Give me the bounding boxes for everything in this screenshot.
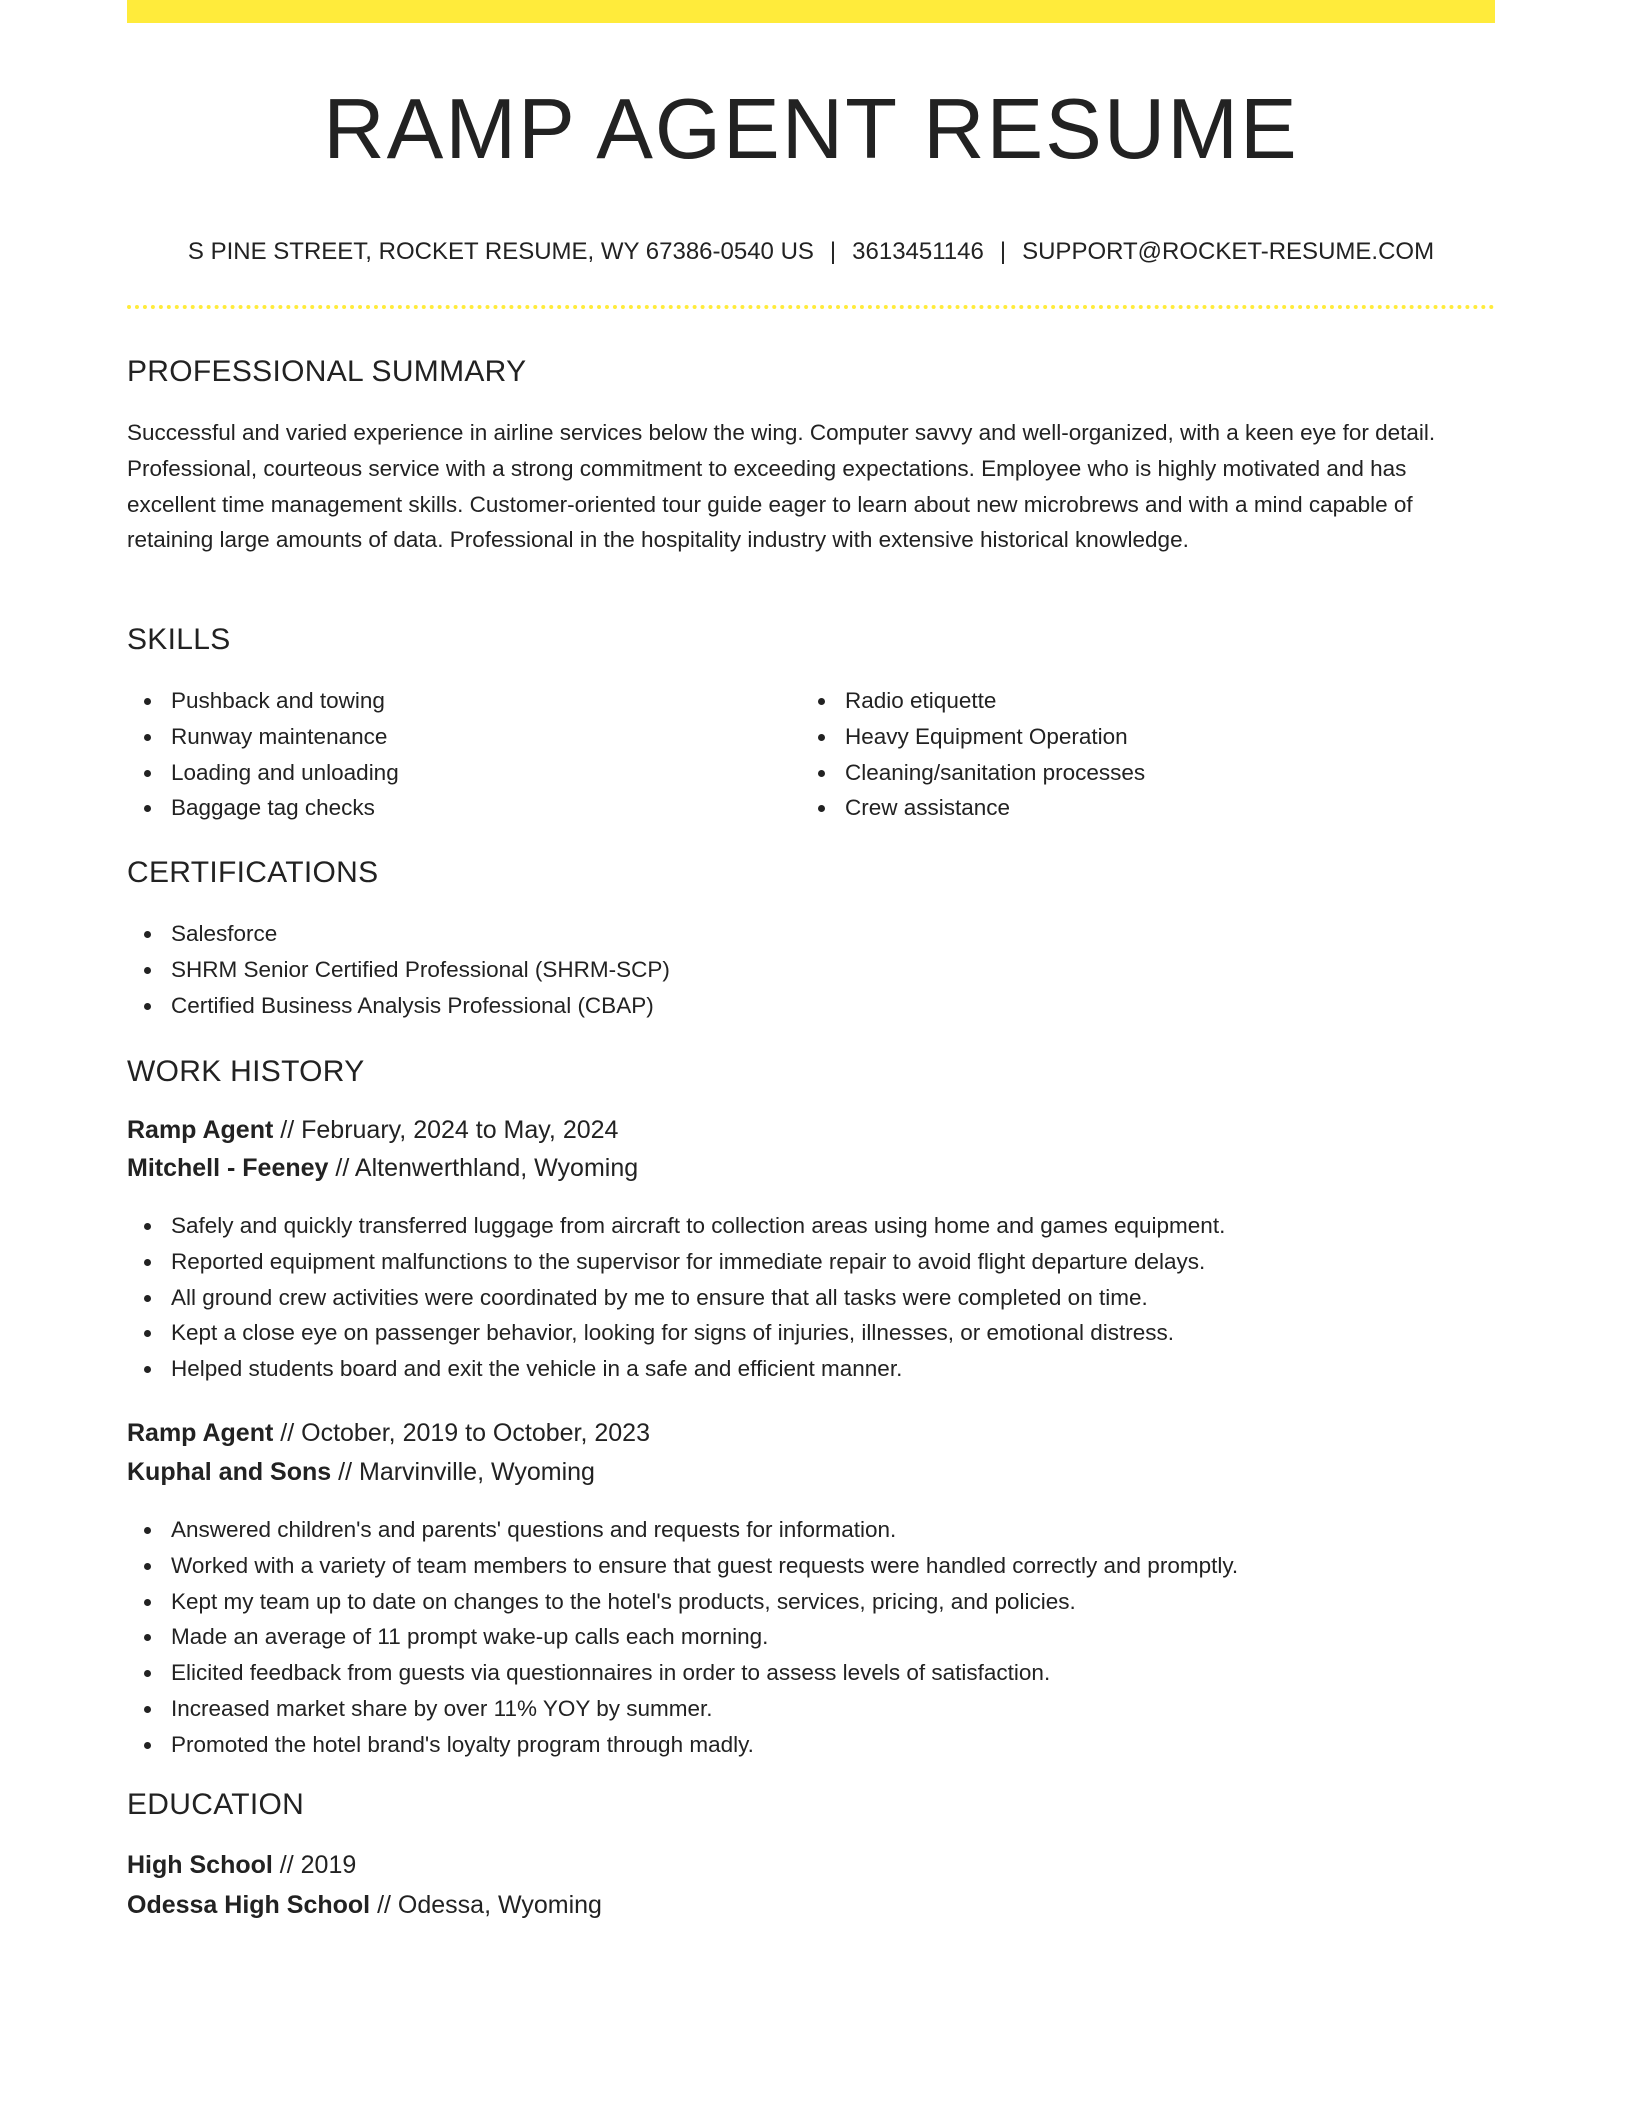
top-accent-bar — [127, 0, 1495, 23]
job-duty-item: Elicited feedback from guests via questionnaires in order to assess levels of satisfaction. — [127, 1655, 1495, 1691]
job-duties-list — [127, 1512, 1495, 1763]
certification-item: Salesforce — [127, 916, 1495, 952]
skill-item: Loading and unloading — [127, 755, 787, 791]
contact-address: S PINE STREET, ROCKET RESUME, WY 67386-0540 US — [187, 238, 814, 265]
contact-email[interactable]: SUPPORT@ROCKET-RESUME.COM — [1022, 238, 1435, 265]
job-company-line — [127, 1150, 638, 1186]
education-school-line — [127, 1887, 602, 1923]
job-location: Marvinville, Wyoming — [359, 1458, 595, 1486]
job-duty-item: Safely and quickly transferred luggage from aircraft to collection areas using home and games equipment. — [127, 1208, 1495, 1244]
skill-item: Baggage tag checks — [127, 790, 787, 826]
job-duty-item: Increased market share by over 11% YOY by summer. — [127, 1691, 1495, 1727]
job-duty-item: All ground crew activities were coordinated by me to ensure that all tasks were completed on time. — [127, 1280, 1495, 1316]
delimiter: // — [335, 1154, 350, 1182]
work-history-heading: WORK HISTORY — [127, 1055, 365, 1088]
skill-item: Crew assistance — [801, 790, 1461, 826]
job-duty-item: Worked with a variety of team members to ensure that guest requests were handled correctly and promptly. — [127, 1548, 1495, 1584]
job-company: Mitchell - Feeney — [127, 1154, 329, 1182]
summary-text: Successful and varied experience in airline services below the wing. Computer savvy and well-organized, with a keen eye for detail. Professional, courteous service with a strong commitment to exceeding expectations. Employee who is highly motivated and has excellent time management skills. Customer-oriented tour guide eager to learn about new microbrews and with a mind capable of retaining large amounts of data. Professional in the hospitality industry with extensive historical knowledge. — [127, 420, 1436, 553]
job-location: Altenwerthland, Wyoming — [354, 1154, 639, 1182]
delimiter: // — [280, 1419, 295, 1447]
education-degree: High School — [127, 1851, 273, 1879]
job-duty-item: Answered children's and parents' questions and requests for information. — [127, 1512, 1495, 1548]
job-company-line — [127, 1454, 595, 1490]
job-title-line — [127, 1415, 650, 1451]
skill-item: Heavy Equipment Operation — [801, 719, 1461, 755]
contact-separator: | — [999, 238, 1007, 265]
job-duty-item: Made an average of 11 prompt wake-up calls each morning. — [127, 1619, 1495, 1655]
skill-item: Radio etiquette — [801, 683, 1461, 719]
contact-line — [127, 236, 1495, 268]
education-location: Odessa, Wyoming — [397, 1891, 602, 1919]
job-dates: October, 2019 to October, 2023 — [301, 1419, 650, 1447]
job-title-line — [127, 1112, 618, 1148]
job-duty-item: Kept my team up to date on changes to the hotel's products, services, pricing, and policies. — [127, 1584, 1495, 1620]
certification-item: Certified Business Analysis Professional (CBAP) — [127, 988, 1495, 1024]
job-duty-item: Reported equipment malfunctions to the supervisor for immediate repair to avoid flight departure delays. — [127, 1244, 1495, 1280]
skills-heading: SKILLS — [127, 623, 231, 656]
education-year: 2019 — [300, 1851, 357, 1879]
delimiter: // — [279, 1851, 294, 1879]
dotted-divider — [127, 305, 1495, 309]
education-heading: EDUCATION — [127, 1788, 305, 1821]
delimiter: // — [338, 1458, 353, 1486]
certifications-heading: CERTIFICATIONS — [127, 856, 379, 889]
job-duty-item: Helped students board and exit the vehicle in a safe and efficient manner. — [127, 1351, 1495, 1387]
education-degree-line — [127, 1847, 356, 1883]
job-duty-item: Promoted the hotel brand's loyalty program through madly. — [127, 1727, 1495, 1763]
skill-item: Pushback and towing — [127, 683, 787, 719]
delimiter: // — [377, 1891, 391, 1919]
education-school: Odessa High School — [127, 1891, 371, 1919]
contact-phone[interactable]: 3613451146 — [852, 238, 984, 265]
skills-list-left — [127, 683, 787, 826]
skill-item: Runway maintenance — [127, 719, 787, 755]
skills-list-right — [801, 683, 1461, 826]
job-title: Ramp Agent — [127, 1419, 274, 1447]
job-dates: February, 2024 to May, 2024 — [301, 1116, 619, 1144]
resume-title: RAMP AGENT RESUME — [323, 82, 1299, 177]
job-duty-item: Kept a close eye on passenger behavior, looking for signs of injuries, illnesses, or emotional distress. — [127, 1315, 1495, 1351]
summary-heading: PROFESSIONAL SUMMARY — [127, 355, 527, 388]
job-title: Ramp Agent — [127, 1116, 274, 1144]
job-duties-list — [127, 1208, 1495, 1387]
resume-page — [127, 0, 1495, 2112]
contact-separator: | — [829, 238, 837, 265]
delimiter: // — [280, 1116, 295, 1144]
skill-item: Cleaning/sanitation processes — [801, 755, 1461, 791]
certification-item: SHRM Senior Certified Professional (SHRM-SCP) — [127, 952, 1495, 988]
job-company: Kuphal and Sons — [127, 1458, 332, 1486]
certifications-list — [127, 916, 1495, 1023]
